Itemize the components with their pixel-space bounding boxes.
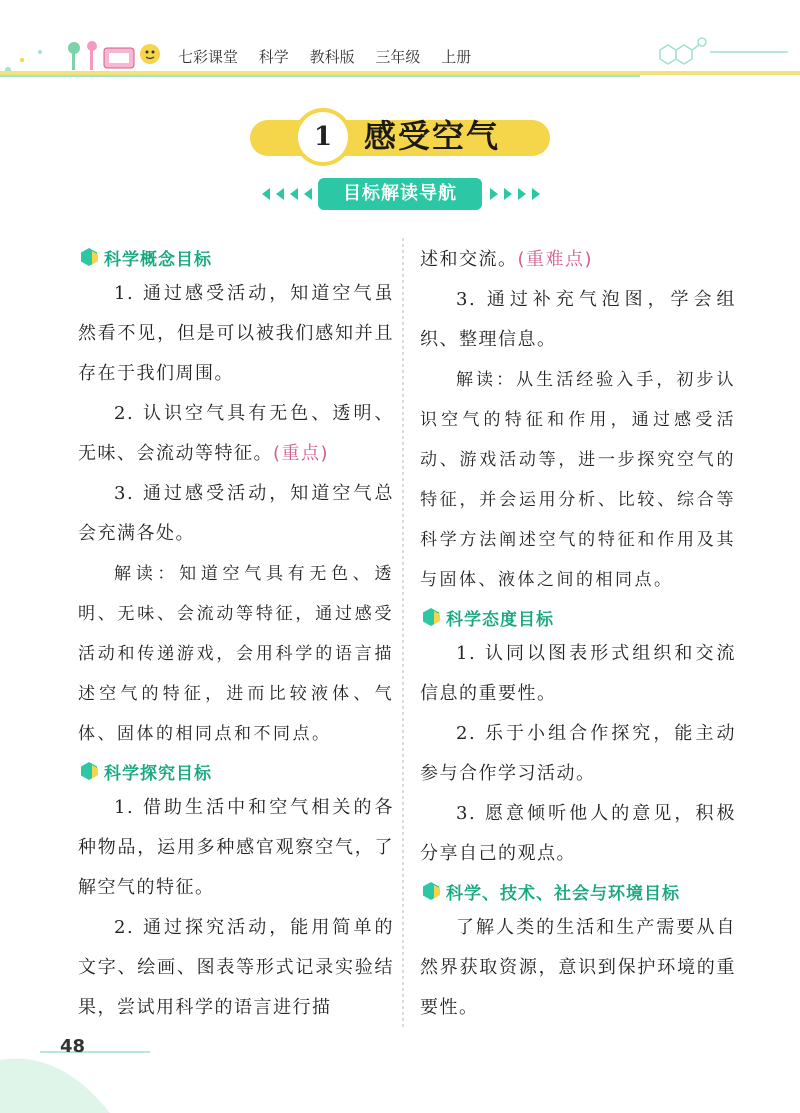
- attitude-item-2: 2. 乐于小组合作探究，能主动参与合作学习活动。: [420, 723, 736, 784]
- inquiry-item-3: 3. 通过补充气泡图，学会组织、整理信息。: [420, 289, 736, 350]
- inquiry-item-2: 2. 通过探究活动，能用简单的文字、绘画、图表等形式记录实验结果，尝试用科学的语言进行描: [78, 917, 394, 1018]
- mascot-logo-icon: [62, 38, 166, 72]
- section-title: 科学、技术、社会与环境目标: [446, 883, 680, 904]
- left-arrows-icon: [252, 186, 312, 202]
- header-edition: 教科版: [309, 48, 355, 66]
- difficult-point-tag: (重难点): [517, 249, 594, 270]
- section-heading-inquiry: [78, 754, 394, 788]
- objectives-nav-label: 目标解读导航: [318, 178, 482, 210]
- page-header: [0, 0, 800, 80]
- header-brand: 七彩课堂: [178, 48, 239, 66]
- hexagon-bullet-icon: [420, 606, 442, 628]
- section-title: 科学态度目标: [446, 609, 554, 630]
- header-volume: 上册: [441, 48, 472, 66]
- attitude-item-3: 3. 愿意倾听他人的意见，积极分享自己的观点。: [420, 803, 736, 864]
- right-arrows-icon: [490, 186, 550, 202]
- lesson-title: 感受空气: [364, 117, 501, 155]
- header-grade: 三年级: [375, 48, 421, 66]
- header-rule-secondary: [0, 75, 640, 77]
- page-number: 48: [60, 1036, 86, 1057]
- key-point-tag: (重点): [273, 443, 330, 464]
- stse-item-1: 了解人类的生活和生产需要从自然界获取资源，意识到保护环境的重要性。: [420, 917, 736, 1018]
- header-subject: 科学: [258, 48, 289, 66]
- section-heading-concept: [78, 240, 394, 274]
- attitude-item-1: 1. 认同以图表形式组织和交流信息的重要性。: [420, 643, 736, 704]
- section-heading-stse: [420, 874, 736, 908]
- inquiry-item-1: 1. 借助生活中和空气相关的各种物品，运用多种感官观察空气，了解空气的特征。: [78, 797, 394, 898]
- concept-item-1: 1. 通过感受活动，知道空气虽然看不见，但是可以被我们感知并且存在于我们周围。: [78, 283, 394, 384]
- concept-item-2-text: 2. 认识空气具有无色、透明、无味、会流动等特征。: [78, 403, 394, 464]
- left-column: [78, 240, 394, 1028]
- concept-interpretation: 解读：知道空气具有无色、透明、无味、会流动等特征，通过感受活动和传递游戏，会用科学的语言描述空气的特征，进而比较液体、气体、固体的相同点和不同点。: [78, 564, 394, 744]
- header-breadcrumb: [178, 46, 487, 67]
- section-title: 科学概念目标: [104, 249, 212, 270]
- hexagon-bullet-icon: [78, 246, 100, 268]
- lesson-number: 1: [298, 112, 348, 162]
- column-divider: [400, 238, 406, 1028]
- section-title: 科学探究目标: [104, 763, 212, 784]
- inquiry-item-2-cont-text: 述和交流。: [420, 249, 518, 270]
- inquiry-item-2-continued: [420, 240, 736, 280]
- hexagon-bullet-icon: [78, 760, 100, 782]
- concept-item-3: 3. 通过感受活动，知道空气总会充满各处。: [78, 483, 394, 544]
- hexagon-bullet-icon: [420, 880, 442, 902]
- concept-item-2: [78, 394, 394, 474]
- section-heading-attitude: [420, 600, 736, 634]
- right-column: [420, 240, 736, 1028]
- inquiry-interpretation: 解读：从生活经验入手，初步认识空气的特征和作用，通过感受活动、游戏活动等，进一步探究空气的特征，并会运用分析、比较、综合等科学方法阐述空气的特征和作用及其与固体、液体之间的相同点。: [420, 370, 736, 590]
